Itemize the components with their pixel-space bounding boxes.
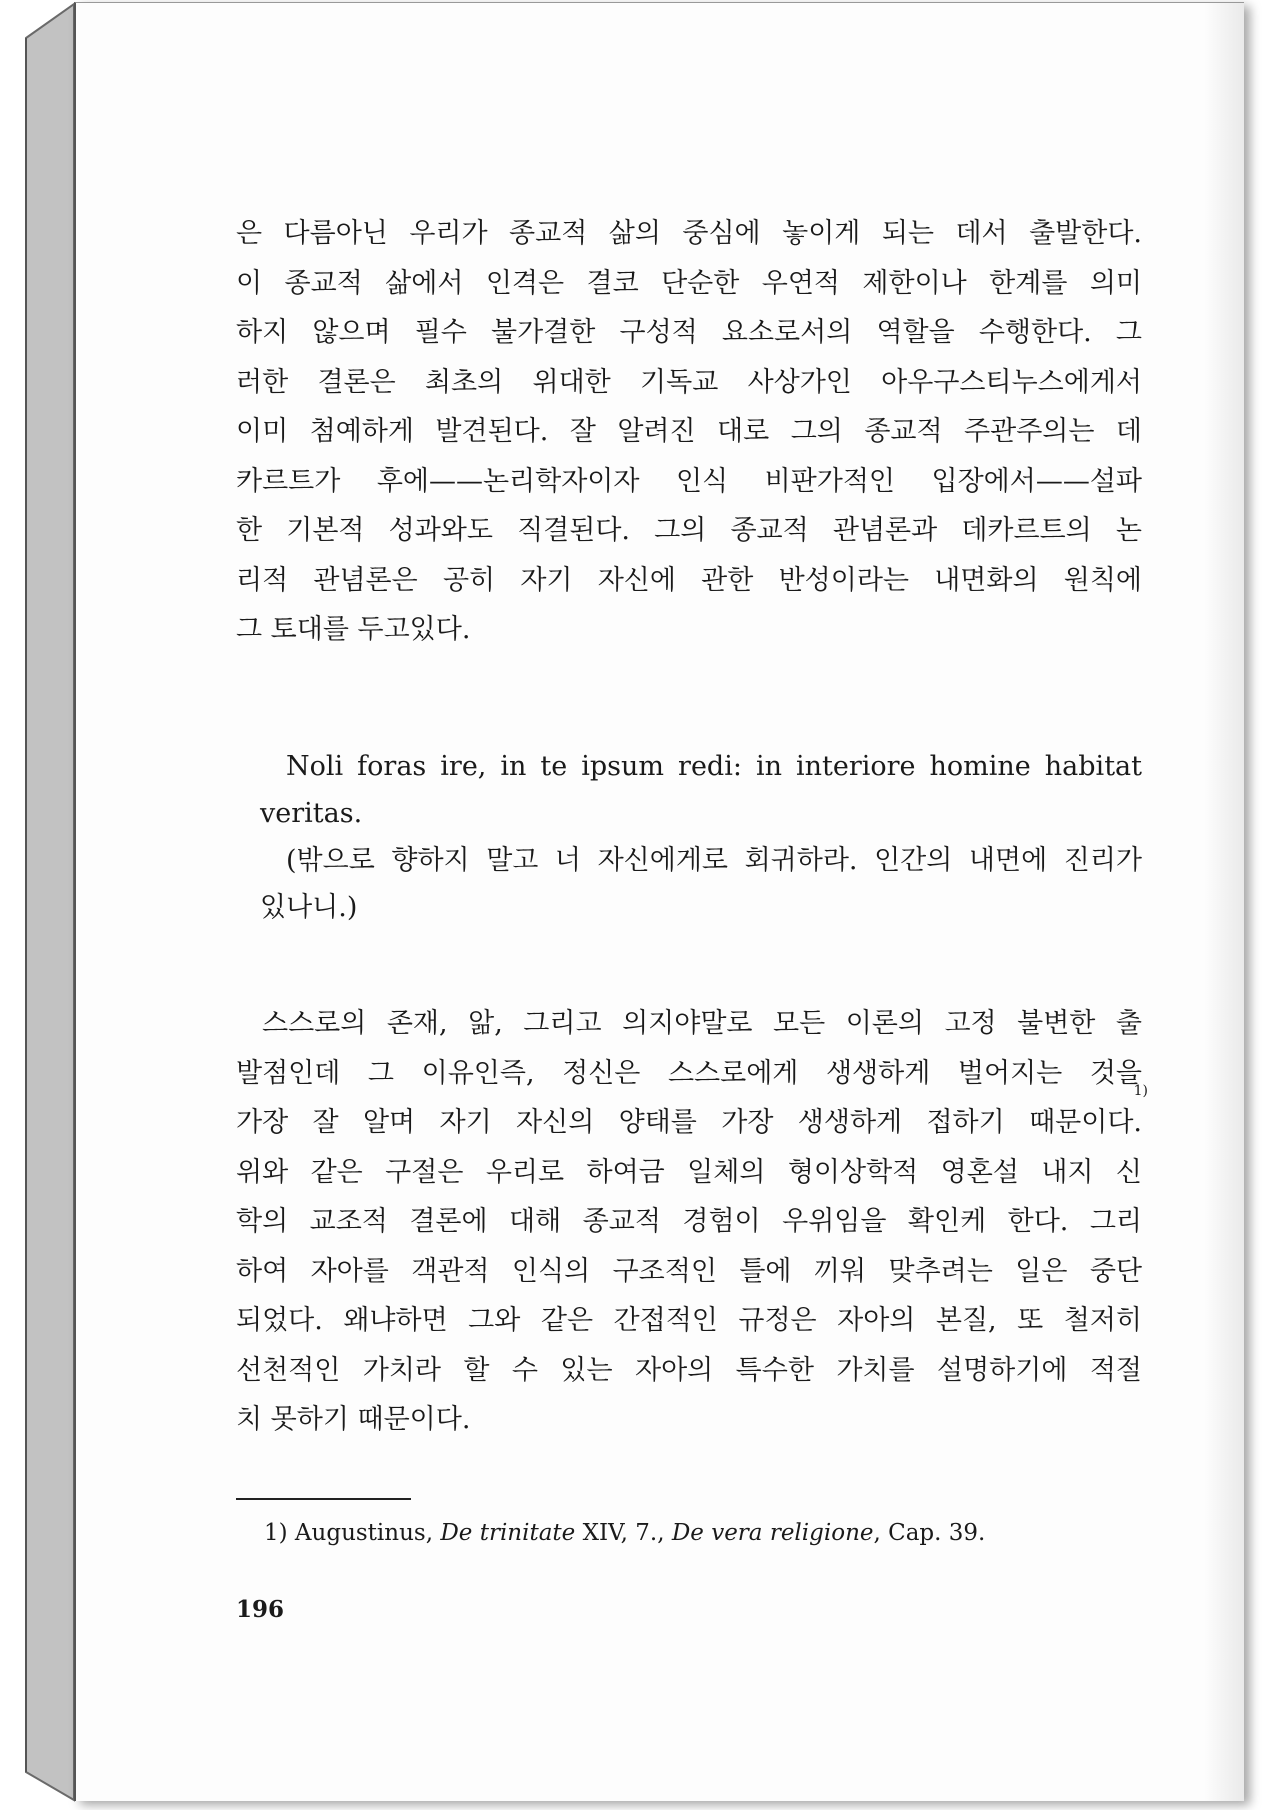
korean-translation-line: 있나니.) [260, 892, 358, 923]
text-line: 러한 결론은 최초의 위대한 기독교 사상가인 아우구스티누스에게서 [236, 366, 1142, 398]
page-edge-shade [1204, 3, 1244, 1801]
text-line: 카르트가 후에——논리학자이자 인식 비판가적인 입장에서——설파 [236, 465, 1142, 497]
footnote-work-title: De vera religione [671, 1520, 874, 1546]
footnote-reference: , Cap. 39. [873, 1520, 986, 1546]
text-line: 그 토대를 두고있다. [236, 614, 471, 645]
korean-translation-line: (밖으로 향하지 말고 너 자신에게로 회귀하라. 인간의 내면에 진리가 [286, 845, 1142, 876]
footnote-number: 1) [264, 1520, 288, 1546]
text-line: 발점인데 그 이유인즉, 정신은 스스로에게 생생하게 벌어지는 것을 [236, 1057, 1142, 1089]
footnote-work-title: De trinitate [440, 1520, 576, 1546]
text-line: 리적 관념론은 공히 자기 자신에 관한 반성이라는 내면화의 원칙에 [236, 564, 1142, 596]
block-quote [260, 743, 1142, 931]
footnote-author: Augustinus, [294, 1520, 434, 1546]
text-line: 이 종교적 삶에서 인격은 결코 단순한 우연적 제한이나 한계를 의미 [236, 267, 1142, 299]
text-line-with-footnote [236, 1083, 1148, 1148]
paragraph-1 [236, 209, 1142, 655]
text-line: 되었다. 왜냐하면 그와 같은 간접적인 규정은 자아의 본질, 또 철저히 [236, 1305, 1142, 1336]
footnote-marker: 1) [1133, 1083, 1148, 1099]
text-line: 치 못하기 때문이다. [236, 1404, 471, 1435]
text-line: 이미 첨예하게 발견된다. 잘 알려진 대로 그의 종교적 주관주의는 데 [236, 416, 1142, 447]
book-spine-graphic [0, 0, 78, 1806]
footnote-reference: XIV, 7., [582, 1520, 665, 1546]
text-line: 은 다름아닌 우리가 종교적 삶의 중심에 놓이게 되는 데서 출발한다. [236, 218, 1142, 249]
text-line: 하여 자아를 객관적 인식의 구조적인 틀에 끼워 맞추려는 일은 중단 [236, 1255, 1142, 1287]
text-line: 스스로의 존재, 앎, 그리고 의지야말로 모든 이론의 고정 불변한 출 [262, 1008, 1142, 1039]
text-line: 하지 않으며 필수 불가결한 구성적 요소로서의 역할을 수행한다. 그 [236, 317, 1142, 348]
paragraph-2 [236, 999, 1148, 1445]
page-number: 196 [236, 1596, 285, 1623]
latin-quote-line: Noli foras ire, in te ipsum redi: in interiore homine habitat [286, 751, 1142, 782]
footnote [264, 1515, 985, 1551]
text-line: 학의 교조적 결론에 대해 종교적 경험이 우위임을 확인케 한다. 그리 [236, 1206, 1142, 1237]
footnote-divider [236, 1498, 411, 1500]
text-line: 선천적인 가치라 할 수 있는 자아의 특수한 가치를 설명하기에 적절 [236, 1354, 1142, 1386]
text-line: 가장 잘 알며 자기 자신의 양태를 가장 생생하게 접하기 때문이다. [236, 1107, 1142, 1138]
latin-quote-line: veritas. [260, 798, 363, 829]
text-line: 한 기본적 성과와도 직결된다. 그의 종교적 관념론과 데카르트의 논 [236, 515, 1142, 546]
book-page [74, 2, 1244, 1801]
book-spine [0, 0, 78, 1806]
text-line: 위와 같은 구절은 우리로 하여금 일체의 형이상학적 영혼설 내지 신 [236, 1156, 1142, 1188]
